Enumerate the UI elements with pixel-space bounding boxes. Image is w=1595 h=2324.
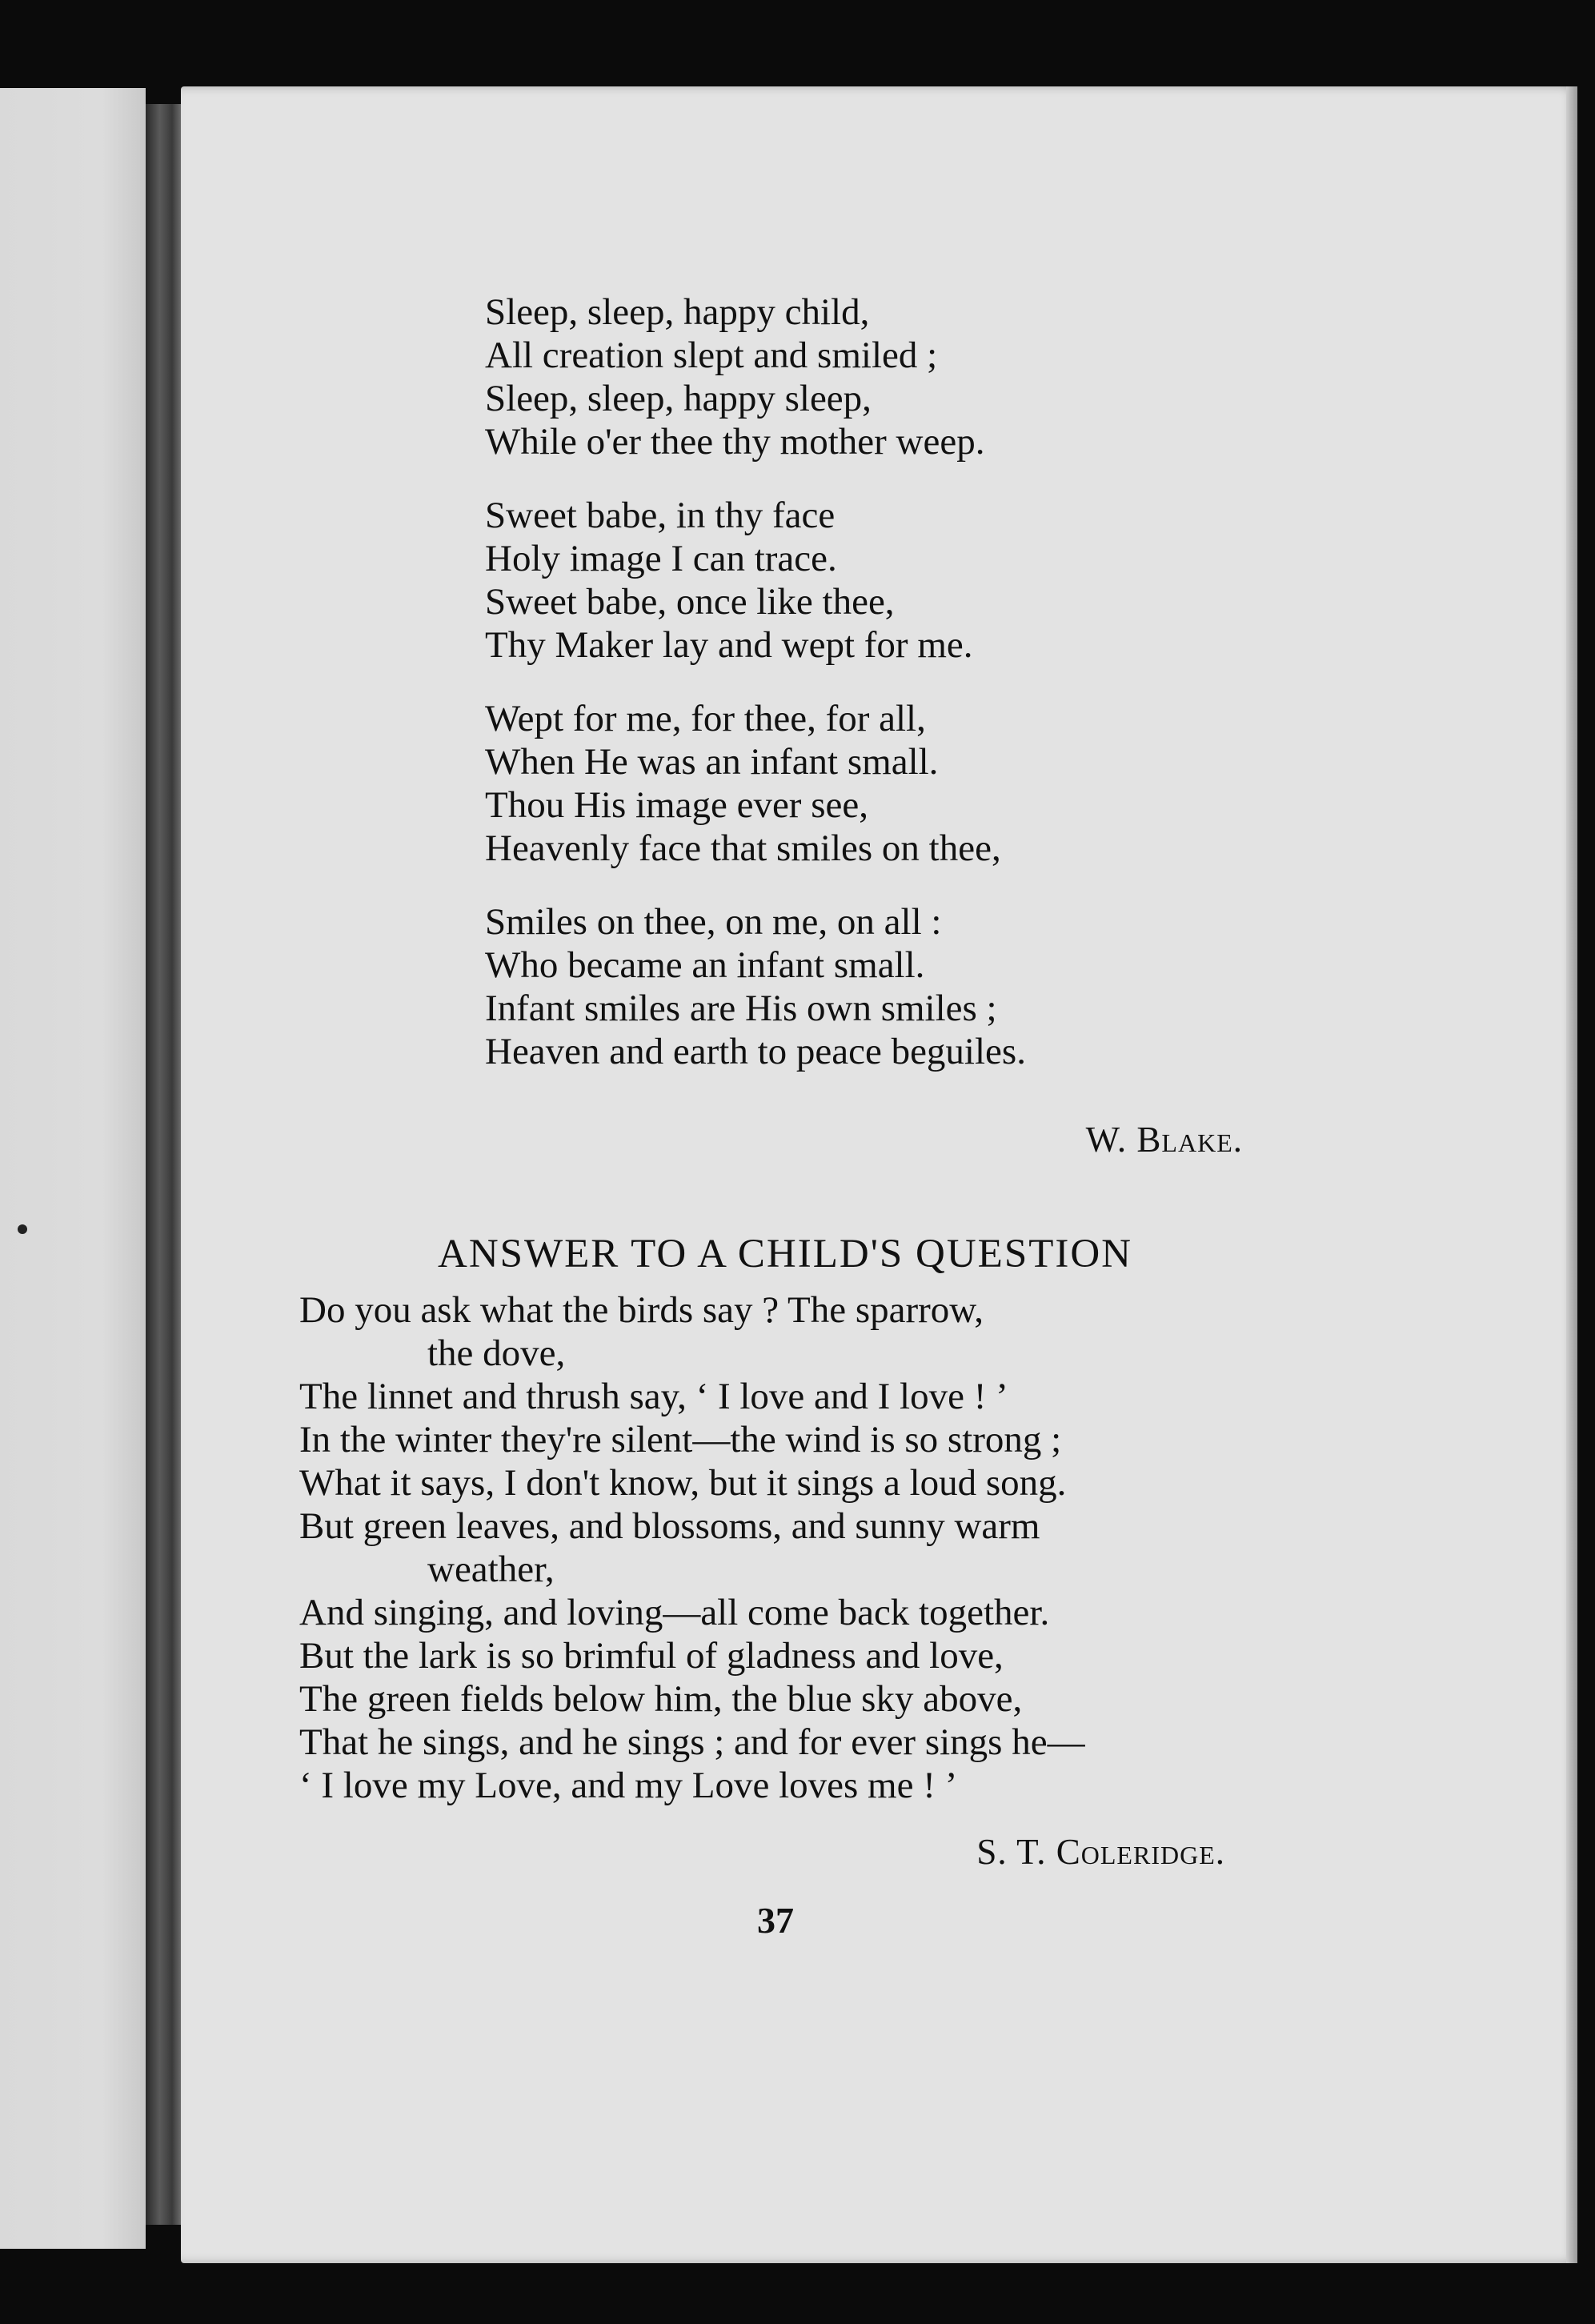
stanza — [485, 697, 1026, 870]
poem-line: Wept for me, for thee, for all, — [485, 698, 926, 739]
poem-line: But the lark is so brimful of gladness and love, — [299, 1635, 1004, 1677]
poem-line: What it says, I don't know, but it sings a loud song. — [299, 1462, 1067, 1504]
poem-line: Infant smiles are His own smiles ; — [485, 988, 997, 1029]
poem-line: Thou His image ever see, — [485, 784, 868, 826]
page-edge — [1566, 86, 1577, 2263]
ink-speck — [18, 1224, 27, 1234]
poem-line: Heavenly face that smiles on thee, — [485, 827, 1001, 869]
poem-line: All creation slept and smiled ; — [485, 335, 938, 376]
stanza — [485, 900, 1026, 1073]
poem-line: Thy Maker lay and wept for me. — [485, 624, 973, 666]
stanza — [485, 494, 1026, 667]
poem-line: While o'er thee thy mother weep. — [485, 421, 985, 463]
poem-line: Smiles on thee, on me, on all : — [485, 901, 942, 943]
poem-line: Holy image I can trace. — [485, 538, 837, 579]
book-page — [181, 86, 1577, 2263]
poem-line: And singing, and loving—all come back together. — [299, 1592, 1050, 1633]
poem-line: ‘ I love my Love, and my Love loves me ! ’ — [299, 1765, 958, 1806]
poem-line: Sweet babe, once like thee, — [485, 581, 895, 623]
page-number: 37 — [757, 1900, 794, 1941]
poem-title: ANSWER TO A CHILD'S QUESTION — [437, 1232, 1132, 1276]
poem-line: In the winter they're silent—the wind is so strong ; — [299, 1419, 1062, 1461]
poem-cradle-song — [485, 290, 1026, 1104]
poem-line: Heaven and earth to peace beguiles. — [485, 1031, 1026, 1072]
poem-answer-to-a-childs-question — [299, 1288, 1085, 1807]
poem-line: the dove, — [427, 1332, 566, 1374]
left-facing-page — [0, 88, 146, 2249]
poem-line: When He was an infant small. — [485, 741, 939, 783]
poem-line: Do you ask what the birds say ? The sparrow, — [299, 1289, 984, 1331]
poem-line: Sweet babe, in thy face — [485, 495, 836, 536]
poem-line: Who became an infant small. — [485, 944, 925, 986]
poem-line: Sleep, sleep, happy child, — [485, 291, 870, 333]
poem-line: The linnet and thrush say, ‘ I love and I love ! ’ — [299, 1376, 1008, 1417]
book-gutter — [146, 104, 181, 2225]
poem-line: weather, — [427, 1549, 555, 1590]
poem-line: The green fields below him, the blue sky above, — [299, 1678, 1023, 1720]
poem-author: S. T. Coleridge. — [976, 1832, 1225, 1872]
poem-author: W. Blake. — [1085, 1120, 1243, 1160]
poem-line: But green leaves, and blossoms, and sunny warm — [299, 1505, 1040, 1547]
poem-line: Sleep, sleep, happy sleep, — [485, 378, 872, 419]
stanza — [485, 290, 1026, 463]
poem-line: That he sings, and he sings ; and for ever sings he— — [299, 1721, 1085, 1763]
